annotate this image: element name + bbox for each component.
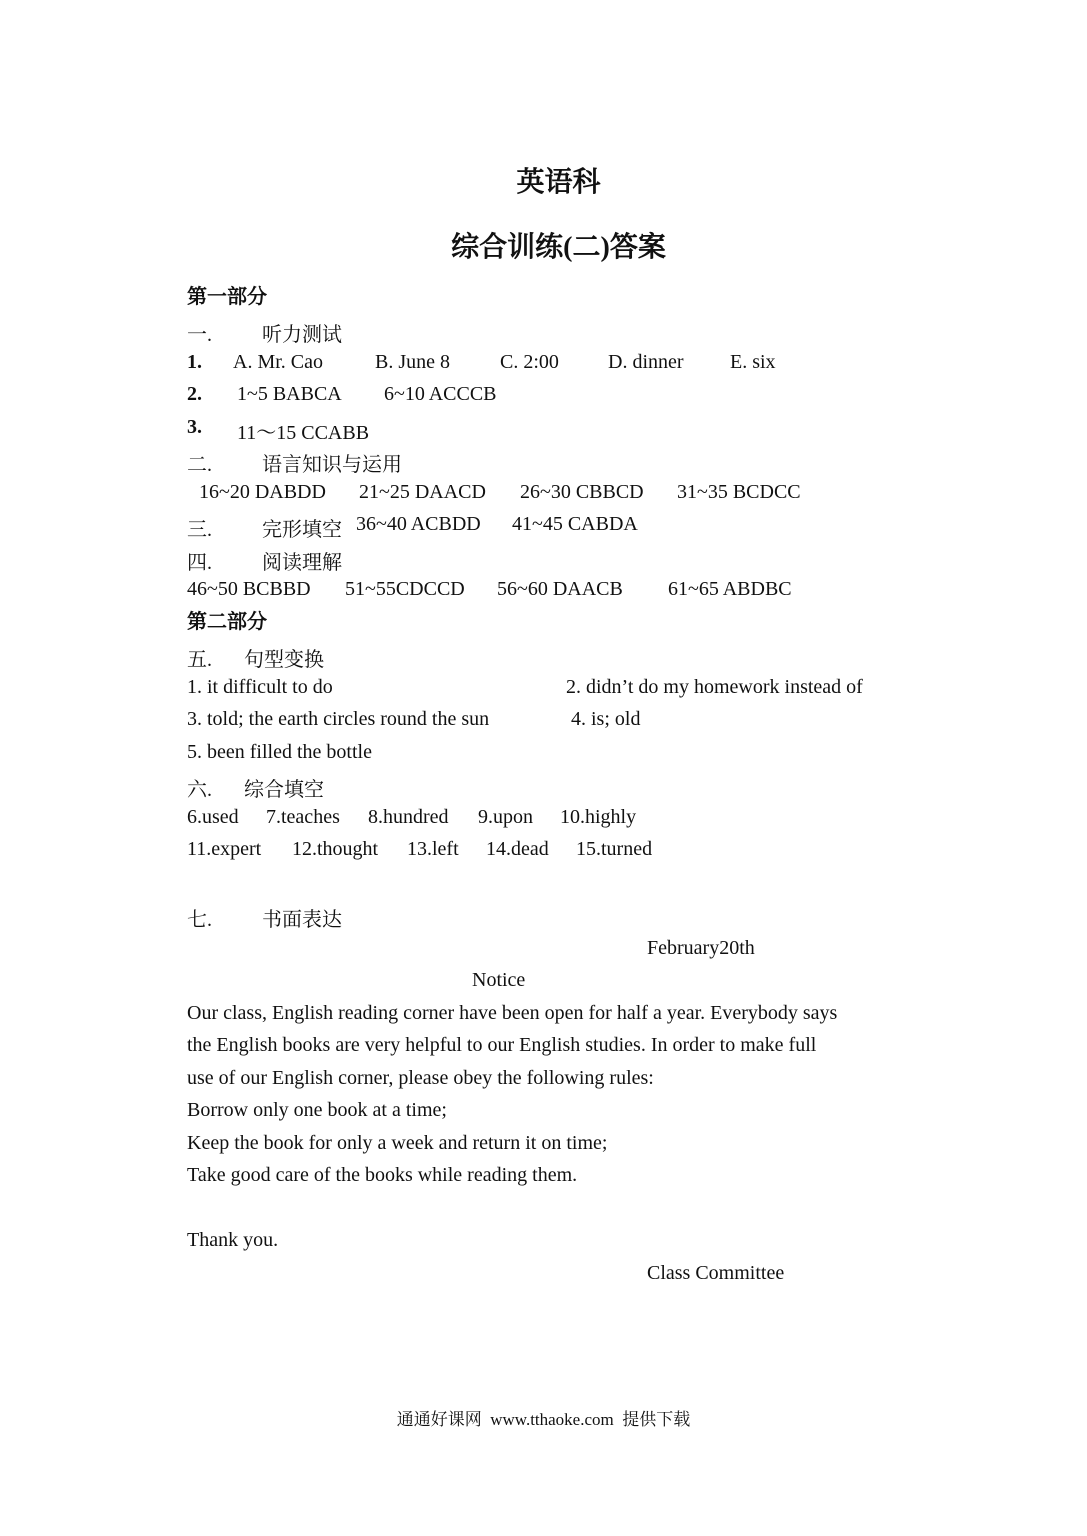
listening-answers-row-3	[0, 416, 1087, 444]
section-title: 语言知识与运用	[262, 454, 402, 476]
section-number: 二.	[187, 454, 212, 476]
section-title: 阅读理解	[262, 552, 342, 574]
listening-answers-row-1	[0, 351, 1087, 375]
fill-section-heading	[0, 773, 1087, 801]
section-number: 四.	[187, 552, 212, 574]
answer-cell: C. 2:00	[500, 351, 559, 373]
section-title: 听力测试	[262, 324, 342, 346]
section-number: 五.	[187, 649, 212, 671]
answer-cell: 61~65 ABDBC	[668, 578, 792, 600]
answer-cell: 14.dead	[486, 838, 549, 860]
fill-answers-row-2	[0, 838, 1087, 862]
answer-cell: 5. been filled the bottle	[187, 741, 372, 763]
listening-answers-row-2	[0, 383, 1087, 407]
section-title: 书面表达	[262, 909, 342, 931]
section-number: 一.	[187, 324, 212, 346]
language-section-heading	[0, 448, 1087, 476]
answer-cell: B. June 8	[375, 351, 450, 373]
language-answers-row	[0, 481, 1087, 505]
answer-cell: 1. it difficult to do	[187, 676, 333, 698]
notice-signature: Class Committee	[647, 1262, 785, 1284]
notice-body-line: use of our English corner, please obey the following rules:	[187, 1067, 654, 1089]
transform-answers-row-2	[0, 708, 1087, 732]
notice-closing: Thank you.	[187, 1229, 279, 1251]
reading-section-heading	[0, 546, 1087, 574]
writing-section-heading	[0, 903, 1087, 931]
answer-cell: 7.teaches	[266, 806, 340, 828]
transform-answers-row-3	[0, 741, 1087, 765]
notice-body-line: Take good care of the books while reading them.	[187, 1164, 578, 1186]
answer-cell: 10.highly	[560, 806, 637, 828]
notice-body-line: Borrow only one book at a time;	[187, 1099, 447, 1121]
subject-heading: 英语科	[516, 167, 601, 198]
item-number: 3.	[187, 416, 202, 438]
answer-cell: 2. didn’t do my homework instead of	[566, 676, 863, 698]
answer-cell: 36~40 ACBDD	[356, 513, 481, 535]
section-title: 句型变换	[244, 649, 324, 671]
answer-cell: 3. told; the earth circles round the sun	[187, 708, 490, 730]
section-number: 七.	[187, 909, 212, 931]
answer-cell: A. Mr. Cao	[233, 351, 323, 373]
cloze-section-row	[0, 513, 1087, 541]
answer-cell: 16~20 DABDD	[199, 481, 326, 503]
answer-cell: 41~45 CABDA	[512, 513, 638, 535]
notice-body-line: Keep the book for only a week and return it on time;	[187, 1132, 608, 1154]
answer-cell: D. dinner	[608, 351, 684, 373]
reading-answers-row	[0, 578, 1087, 602]
notice-body-line: the English books are very helpful to our English studies. In order to make full	[187, 1034, 817, 1056]
answer-cell: 4. is; old	[571, 708, 641, 730]
answer-cell: 11～15 CCABB	[237, 422, 370, 444]
answer-cell: 8.hundred	[368, 806, 449, 828]
answer-cell: 6.used	[187, 806, 239, 828]
page-footer: 通通好课网 www.tthaoke.com 提供下载	[396, 1410, 691, 1429]
item-number: 2.	[187, 383, 202, 405]
page-title: 综合训练(二)答案	[451, 232, 666, 263]
notice-title: Notice	[472, 969, 526, 991]
answer-cell: 21~25 DAACD	[359, 481, 486, 503]
section-title: 完形填空	[262, 519, 342, 541]
answer-cell: E. six	[730, 351, 776, 373]
answer-cell: 12.thought	[292, 838, 379, 860]
answer-cell: 51~55CDCCD	[345, 578, 465, 600]
notice-body-line: Our class, English reading corner have been open for half a year. Everybody says	[187, 1002, 838, 1024]
answer-cell: 31~35 BCDCC	[677, 481, 801, 503]
notice-date: February20th	[647, 937, 755, 959]
transform-answers-row-1	[0, 676, 1087, 700]
answer-cell: 9.upon	[478, 806, 533, 828]
section-number: 六.	[187, 779, 212, 801]
section-number: 三.	[187, 519, 212, 541]
answer-cell: 6~10 ACCCB	[384, 383, 497, 405]
answer-cell: 15.turned	[576, 838, 653, 860]
answer-cell: 13.left	[407, 838, 459, 860]
answer-cell: 46~50 BCBBD	[187, 578, 311, 600]
section-title: 综合填空	[244, 779, 324, 801]
answer-cell: 1~5 BABCA	[237, 383, 342, 405]
listening-section-heading	[0, 318, 1087, 346]
answer-cell: 26~30 CBBCD	[520, 481, 644, 503]
fill-answers-row-1	[0, 806, 1087, 830]
part1-heading: 第一部分	[187, 286, 267, 308]
answer-cell: 11.expert	[187, 838, 262, 860]
part2-heading: 第二部分	[187, 611, 267, 633]
item-number: 1.	[187, 351, 202, 373]
transform-section-heading	[0, 643, 1087, 671]
answer-cell: 56~60 DAACB	[497, 578, 623, 600]
